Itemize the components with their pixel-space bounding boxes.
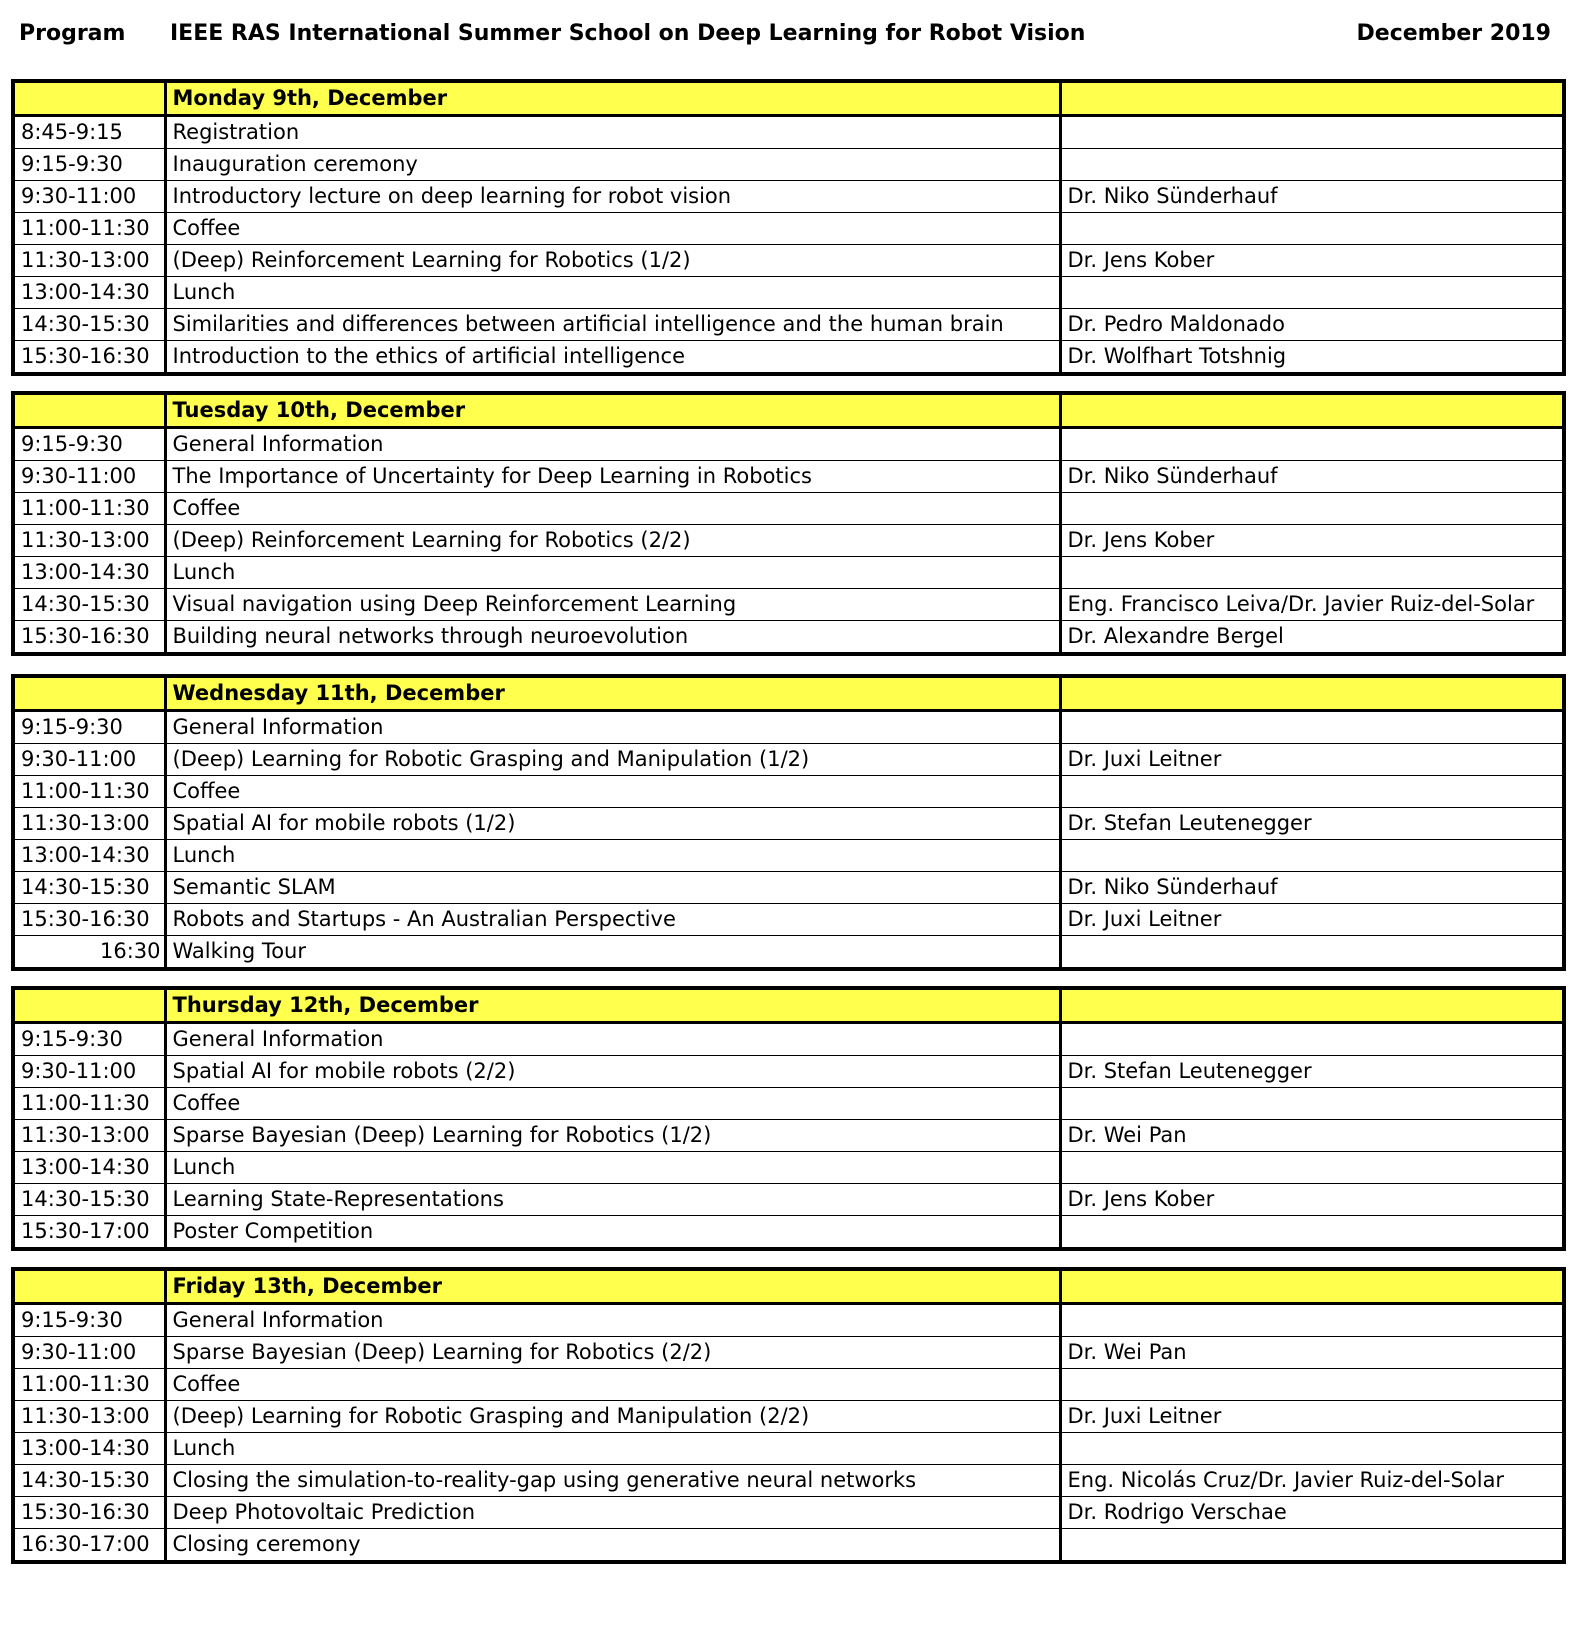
session-speaker bbox=[1060, 1216, 1564, 1250]
session-row bbox=[13, 936, 1564, 970]
day-header-time-cell bbox=[13, 81, 165, 116]
day-title: Friday 13th, December bbox=[165, 1269, 1060, 1304]
session-time: 14:30-15:30 bbox=[13, 1465, 165, 1497]
session-title: Similarities and differences between artificial intelligence and the human brain bbox=[165, 309, 1060, 341]
session-time: 11:00-11:30 bbox=[13, 776, 165, 808]
session-time: 11:00-11:30 bbox=[13, 493, 165, 525]
session-title: Learning State-Representations bbox=[165, 1184, 1060, 1216]
session-title: Lunch bbox=[165, 277, 1060, 309]
session-row bbox=[13, 461, 1564, 493]
session-title: Lunch bbox=[165, 840, 1060, 872]
session-time: 15:30-17:00 bbox=[13, 1216, 165, 1250]
session-row bbox=[13, 589, 1564, 621]
day-header-speaker-cell bbox=[1060, 988, 1564, 1023]
session-speaker: Dr. Juxi Leitner bbox=[1060, 1401, 1564, 1433]
session-time: 14:30-15:30 bbox=[13, 309, 165, 341]
session-title: Lunch bbox=[165, 1152, 1060, 1184]
session-title: General Information bbox=[165, 1304, 1060, 1337]
session-title: Sparse Bayesian (Deep) Learning for Robotics (1/2) bbox=[165, 1120, 1060, 1152]
session-speaker bbox=[1060, 840, 1564, 872]
session-time: 16:30 bbox=[13, 936, 165, 970]
session-row bbox=[13, 213, 1564, 245]
day-header-row bbox=[13, 1269, 1564, 1304]
session-row bbox=[13, 1529, 1564, 1563]
session-title: Semantic SLAM bbox=[165, 872, 1060, 904]
day-table bbox=[11, 986, 1566, 1251]
session-row bbox=[13, 557, 1564, 589]
session-row bbox=[13, 711, 1564, 744]
day-header-time-cell bbox=[13, 393, 165, 428]
session-time: 9:30-11:00 bbox=[13, 1337, 165, 1369]
session-row bbox=[13, 1056, 1564, 1088]
session-time: 15:30-16:30 bbox=[13, 1497, 165, 1529]
day-header-time-cell bbox=[13, 1269, 165, 1304]
day-header-row bbox=[13, 988, 1564, 1023]
session-time: 11:30-13:00 bbox=[13, 808, 165, 840]
session-row bbox=[13, 245, 1564, 277]
session-row bbox=[13, 840, 1564, 872]
session-row bbox=[13, 525, 1564, 557]
session-time: 14:30-15:30 bbox=[13, 872, 165, 904]
session-row bbox=[13, 1088, 1564, 1120]
session-speaker bbox=[1060, 1088, 1564, 1120]
session-speaker bbox=[1060, 149, 1564, 181]
day-table bbox=[11, 79, 1566, 376]
session-title: (Deep) Learning for Robotic Grasping and Manipulation (2/2) bbox=[165, 1401, 1060, 1433]
page-header bbox=[0, 16, 1576, 52]
session-time: 9:30-11:00 bbox=[13, 1056, 165, 1088]
session-row bbox=[13, 744, 1564, 776]
session-title: Building neural networks through neuroevolution bbox=[165, 621, 1060, 655]
session-time: 9:15-9:30 bbox=[13, 1023, 165, 1056]
session-speaker: Dr. Juxi Leitner bbox=[1060, 744, 1564, 776]
session-time: 15:30-16:30 bbox=[13, 341, 165, 375]
session-speaker: Dr. Alexandre Bergel bbox=[1060, 621, 1564, 655]
session-title: Lunch bbox=[165, 1433, 1060, 1465]
session-time: 9:30-11:00 bbox=[13, 744, 165, 776]
session-row bbox=[13, 309, 1564, 341]
session-speaker: Dr. Stefan Leutenegger bbox=[1060, 808, 1564, 840]
session-time: 14:30-15:30 bbox=[13, 1184, 165, 1216]
session-speaker: Dr. Jens Kober bbox=[1060, 525, 1564, 557]
day-title: Wednesday 11th, December bbox=[165, 676, 1060, 711]
session-speaker: Eng. Francisco Leiva/Dr. Javier Ruiz-del-Solar bbox=[1060, 589, 1564, 621]
session-time: 13:00-14:30 bbox=[13, 1152, 165, 1184]
session-speaker bbox=[1060, 1529, 1564, 1563]
session-speaker: Dr. Juxi Leitner bbox=[1060, 904, 1564, 936]
session-speaker bbox=[1060, 1023, 1564, 1056]
session-title: Coffee bbox=[165, 213, 1060, 245]
session-title: (Deep) Reinforcement Learning for Robotics (2/2) bbox=[165, 525, 1060, 557]
session-time: 13:00-14:30 bbox=[13, 840, 165, 872]
session-speaker: Dr. Pedro Maldonado bbox=[1060, 309, 1564, 341]
session-title: Spatial AI for mobile robots (2/2) bbox=[165, 1056, 1060, 1088]
session-speaker bbox=[1060, 428, 1564, 461]
session-title: Closing ceremony bbox=[165, 1529, 1060, 1563]
session-title: Spatial AI for mobile robots (1/2) bbox=[165, 808, 1060, 840]
session-time: 9:15-9:30 bbox=[13, 428, 165, 461]
session-title: Robots and Startups - An Australian Perspective bbox=[165, 904, 1060, 936]
session-speaker: Dr. Wei Pan bbox=[1060, 1337, 1564, 1369]
program-date: December 2019 bbox=[1356, 21, 1551, 46]
session-row bbox=[13, 808, 1564, 840]
day-header-row bbox=[13, 81, 1564, 116]
session-title: Poster Competition bbox=[165, 1216, 1060, 1250]
session-row bbox=[13, 1304, 1564, 1337]
session-speaker bbox=[1060, 936, 1564, 970]
session-time: 15:30-16:30 bbox=[13, 621, 165, 655]
session-time: 11:00-11:30 bbox=[13, 1088, 165, 1120]
day-title: Thursday 12th, December bbox=[165, 988, 1060, 1023]
session-title: Inauguration ceremony bbox=[165, 149, 1060, 181]
session-row bbox=[13, 1497, 1564, 1529]
day-table bbox=[11, 1267, 1566, 1564]
session-row bbox=[13, 904, 1564, 936]
session-speaker bbox=[1060, 1433, 1564, 1465]
session-speaker: Dr. Jens Kober bbox=[1060, 245, 1564, 277]
session-title: Coffee bbox=[165, 1088, 1060, 1120]
session-speaker: Dr. Rodrigo Verschae bbox=[1060, 1497, 1564, 1529]
session-row bbox=[13, 1337, 1564, 1369]
session-title: Introductory lecture on deep learning for robot vision bbox=[165, 181, 1060, 213]
session-time: 8:45-9:15 bbox=[13, 116, 165, 149]
session-speaker: Dr. Niko Sünderhauf bbox=[1060, 461, 1564, 493]
session-speaker bbox=[1060, 1152, 1564, 1184]
session-speaker bbox=[1060, 493, 1564, 525]
session-title: Sparse Bayesian (Deep) Learning for Robotics (2/2) bbox=[165, 1337, 1060, 1369]
session-row bbox=[13, 1152, 1564, 1184]
day-header-row bbox=[13, 676, 1564, 711]
session-time: 11:00-11:30 bbox=[13, 213, 165, 245]
session-row bbox=[13, 1465, 1564, 1497]
session-row bbox=[13, 1023, 1564, 1056]
day-table bbox=[11, 391, 1566, 656]
session-speaker bbox=[1060, 1304, 1564, 1337]
session-title: General Information bbox=[165, 1023, 1060, 1056]
session-title: Closing the simulation-to-reality-gap using generative neural networks bbox=[165, 1465, 1060, 1497]
session-time: 11:30-13:00 bbox=[13, 525, 165, 557]
session-title: General Information bbox=[165, 428, 1060, 461]
session-speaker: Dr. Stefan Leutenegger bbox=[1060, 1056, 1564, 1088]
session-row bbox=[13, 116, 1564, 149]
session-time: 9:15-9:30 bbox=[13, 711, 165, 744]
session-time: 15:30-16:30 bbox=[13, 904, 165, 936]
session-row bbox=[13, 1401, 1564, 1433]
session-row bbox=[13, 428, 1564, 461]
session-speaker: Dr. Niko Sünderhauf bbox=[1060, 181, 1564, 213]
session-row bbox=[13, 341, 1564, 375]
session-title: General Information bbox=[165, 711, 1060, 744]
session-speaker bbox=[1060, 776, 1564, 808]
session-row bbox=[13, 181, 1564, 213]
session-time: 9:30-11:00 bbox=[13, 461, 165, 493]
page-title: IEEE RAS International Summer School on Deep Learning for Robot Vision bbox=[170, 21, 1086, 46]
session-time: 11:30-13:00 bbox=[13, 1401, 165, 1433]
session-row bbox=[13, 1184, 1564, 1216]
session-title: Visual navigation using Deep Reinforcement Learning bbox=[165, 589, 1060, 621]
day-header-time-cell bbox=[13, 676, 165, 711]
session-row bbox=[13, 1433, 1564, 1465]
session-title: Registration bbox=[165, 116, 1060, 149]
session-time: 14:30-15:30 bbox=[13, 589, 165, 621]
session-row bbox=[13, 493, 1564, 525]
session-title: The Importance of Uncertainty for Deep Learning in Robotics bbox=[165, 461, 1060, 493]
day-header-time-cell bbox=[13, 988, 165, 1023]
day-title: Monday 9th, December bbox=[165, 81, 1060, 116]
day-table bbox=[11, 674, 1566, 971]
session-time: 11:30-13:00 bbox=[13, 1120, 165, 1152]
session-time: 11:30-13:00 bbox=[13, 245, 165, 277]
session-row bbox=[13, 1369, 1564, 1401]
session-time: 16:30-17:00 bbox=[13, 1529, 165, 1563]
day-header-speaker-cell bbox=[1060, 81, 1564, 116]
session-title: Introduction to the ethics of artificial intelligence bbox=[165, 341, 1060, 375]
session-time: 9:15-9:30 bbox=[13, 1304, 165, 1337]
session-speaker: Dr. Jens Kober bbox=[1060, 1184, 1564, 1216]
session-row bbox=[13, 277, 1564, 309]
session-speaker bbox=[1060, 1369, 1564, 1401]
session-title: Deep Photovoltaic Prediction bbox=[165, 1497, 1060, 1529]
session-time: 13:00-14:30 bbox=[13, 1433, 165, 1465]
session-row bbox=[13, 149, 1564, 181]
session-speaker: Dr. Wei Pan bbox=[1060, 1120, 1564, 1152]
session-speaker: Eng. Nicolás Cruz/Dr. Javier Ruiz-del-Solar bbox=[1060, 1465, 1564, 1497]
day-header-row bbox=[13, 393, 1564, 428]
session-time: 13:00-14:30 bbox=[13, 277, 165, 309]
session-time: 9:15-9:30 bbox=[13, 149, 165, 181]
day-header-speaker-cell bbox=[1060, 676, 1564, 711]
session-speaker bbox=[1060, 213, 1564, 245]
session-title: (Deep) Reinforcement Learning for Robotics (1/2) bbox=[165, 245, 1060, 277]
session-time: 13:00-14:30 bbox=[13, 557, 165, 589]
session-speaker: Dr. Niko Sünderhauf bbox=[1060, 872, 1564, 904]
session-title: (Deep) Learning for Robotic Grasping and Manipulation (1/2) bbox=[165, 744, 1060, 776]
session-title: Lunch bbox=[165, 557, 1060, 589]
session-row bbox=[13, 1120, 1564, 1152]
session-speaker bbox=[1060, 711, 1564, 744]
session-title: Coffee bbox=[165, 776, 1060, 808]
program-label: Program bbox=[19, 21, 126, 46]
session-row bbox=[13, 872, 1564, 904]
day-header-speaker-cell bbox=[1060, 393, 1564, 428]
session-row bbox=[13, 776, 1564, 808]
session-time: 11:00-11:30 bbox=[13, 1369, 165, 1401]
session-row bbox=[13, 1216, 1564, 1250]
session-title: Coffee bbox=[165, 1369, 1060, 1401]
session-speaker bbox=[1060, 116, 1564, 149]
day-header-speaker-cell bbox=[1060, 1269, 1564, 1304]
session-time: 9:30-11:00 bbox=[13, 181, 165, 213]
day-title: Tuesday 10th, December bbox=[165, 393, 1060, 428]
session-title: Walking Tour bbox=[165, 936, 1060, 970]
session-title: Coffee bbox=[165, 493, 1060, 525]
session-speaker bbox=[1060, 557, 1564, 589]
session-row bbox=[13, 621, 1564, 655]
session-speaker bbox=[1060, 277, 1564, 309]
session-speaker: Dr. Wolfhart Totshnig bbox=[1060, 341, 1564, 375]
